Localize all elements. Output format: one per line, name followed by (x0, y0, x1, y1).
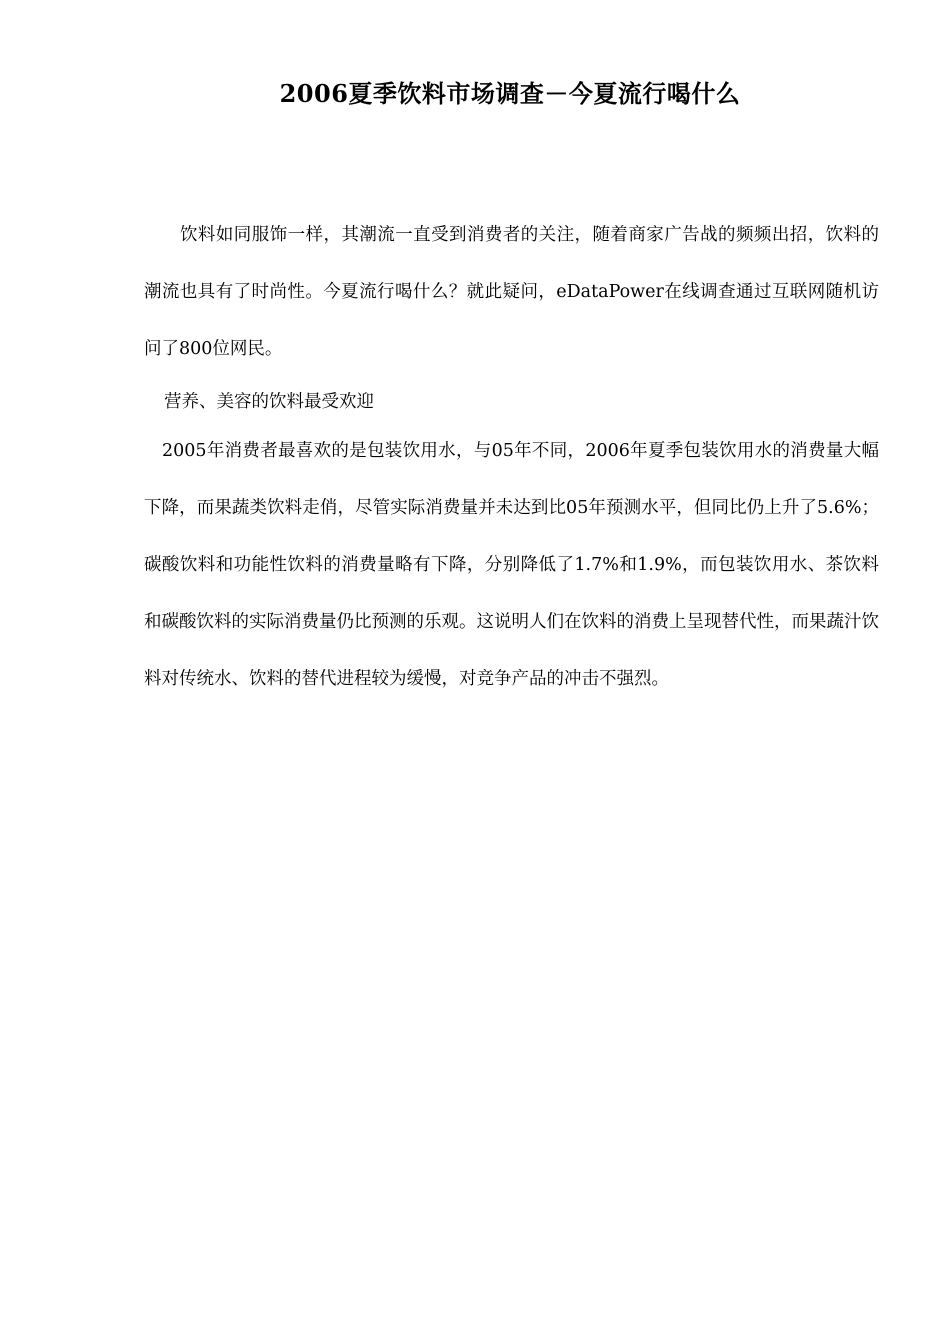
document-title: 2006夏季饮料市场调查－今夏流行喝什么 (279, 79, 741, 109)
body-paragraph: 2005年消费者最喜欢的是包装饮用水，与05年不同，2006年夏季包装饮用水的消费量大幅下降，而果蔬类饮料走俏，尽管实际消费量并未达到比05年预测水平，但同比仍上升了5.6%；碳酸饮料和功能性饮料的消费量略有下降，分别降低了1.7%和1.9%，而包装饮用水、茶饮料和碳酸饮料的实际消费量仍比预测的乐观。这说明人们在饮料的消费上呈现替代性，而果蔬汁饮料对传统水、饮料的替代进程较为缓慢，对竞争产品的冲击不强烈。 (144, 441, 879, 689)
section-heading: 营养、美容的饮料最受欢迎 (164, 392, 374, 412)
intro-paragraph: 饮料如同服饰一样，其潮流一直受到消费者的关注，随着商家广告战的频频出招，饮料的潮流也具有了时尚性。今夏流行喝什么？就此疑问，eDataPower在线调查通过互联网随机访问了800位网民。 (144, 225, 879, 359)
